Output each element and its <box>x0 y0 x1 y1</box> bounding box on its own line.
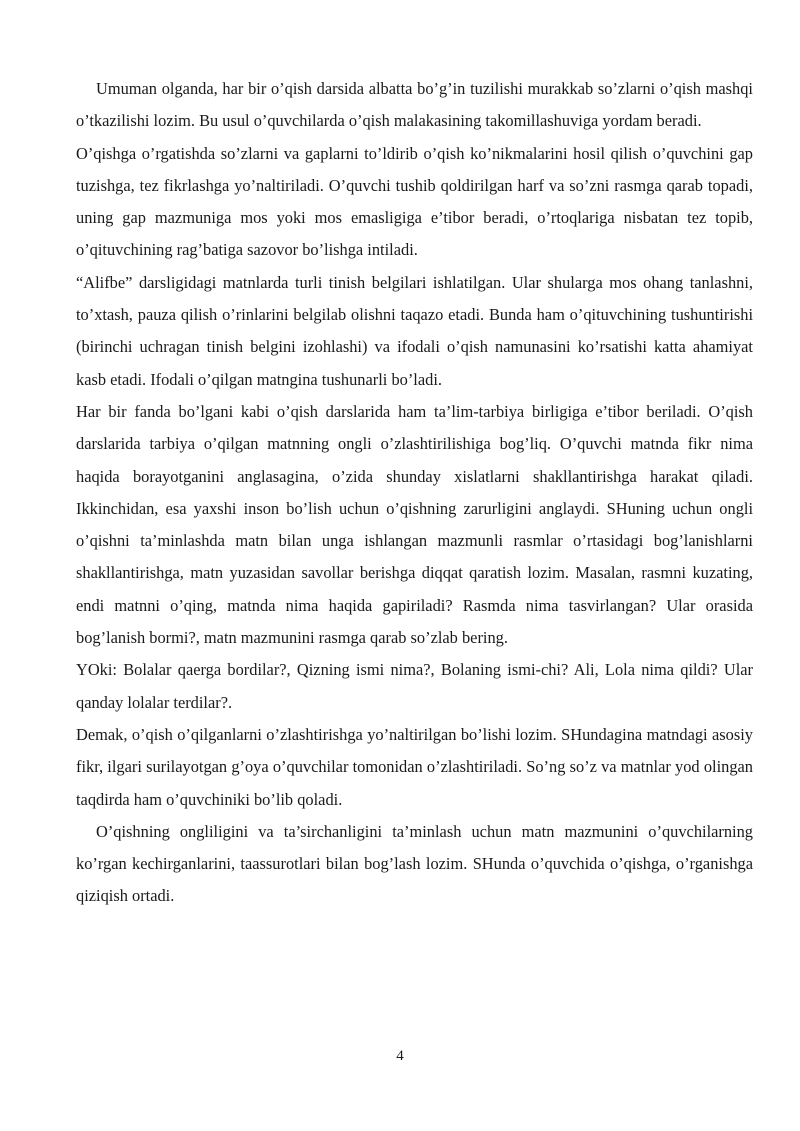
paragraph-interest: O’qishning ongliligini va ta’sirchanligini ta’minlash uchun matn mazmunini o’quvchilarning ko’rgan kechirganlarini, taassurotlari bilan bog’lash lozim. SHunda o’quvchida o’qishga, o’rganishga qiziqish ortadi. <box>76 821 753 906</box>
paragraph-fill-in-reading: O’qishga o’rgatishda so’zlarni va gaplarni to’ldirib o’qish ko’nikmalarini hosil qilish o’quvchini gap tuzishga, tez fikrlashga yo’naltiriladi. O’quvchi tushib qoldirilgan harf va so’zni rasmga qarab topadi, uning gap mazmuniga mos yoki mos emasligiga e’tibor beradi, o’rtoqlariga nisbatan tez topib, o’qituvchining rag’batiga sazovor bo’lishga intiladi. <box>76 143 753 260</box>
paragraph-conclusion: Demak, o’qish o’qilganlarni o’zlashtirishga yo’naltirilgan bo’lishi lozim. SHundagina matndagi asosiy fikr, ilgari surilayotgan g’oya o’quvchilar tomonidan o’zlashtiriladi. So’ng so’z va matnlar yod olingan taqdirda ham o’quvchiniki bo’lib qoladi. <box>76 724 753 809</box>
page-number: 4 <box>396 1048 404 1064</box>
document-page <box>76 73 753 913</box>
paragraph-education-unity: Har bir fanda bo’lgani kabi o’qish darslarida ham ta’lim-tarbiya birligiga e’tibor beriladi. O’qish darslarida tarbiya o’qilgan matnning ongli o’zlashtirilishiga bog’liq. O’quvchi matnda fikr nima haqida borayotganini anglasagina, o’zida shunday xislatlarni shakllantirishga harakat qiladi. Ikkinchidan, esa yaxshi inson bo’lish uchun o’qishning zarurligini anglaydi. SHuning uchun ongli o’qishni ta’minlashda matn bilan unga ishlangan mazmunli rasmlar o’rtasidagi bog’lanishlarni shakllantirishga, matn yuzasidan savollar berishga diqqat qaratish lozim. Masalan, rasmni kuzating, endi matnni o’qing, matnda nima haqida gapiriladi? Rasmda nima tasvirlangan? Ular orasida bog’lanish bormi?, matn mazmunini rasmga qarab so’zlab bering. <box>76 401 753 648</box>
paragraph-reading-exercise: Umuman olganda, har bir o’qish darsida albatta bo’g’in tuzilishi murakkab so’zlarni o’qish mashqi o’tkazilishi lozim. Bu usul o’quvchilarda o’qish malakasining takomillashuviga yordam beradi. <box>76 79 753 131</box>
paragraph-questions-example: YOki: Bolalar qaerga bordilar?, Qizning ismi nima?, Bolaning ismi-chi? Ali, Lola nima qildi? Ular qanday lolalar terdilar?. <box>76 660 753 712</box>
paragraph-punctuation: “Alifbe” darsligidagi matnlarda turli tinish belgilari ishlatilgan. Ular shularga mos ohang tanlashni, to’xtash, pauza qilish o’rinlarini belgilab olishni taqazo etadi. Bunda ham o’qituvchining tushuntirishi (birinchi uchragan tinish belgini izohlashi) va ifodali o’qish namunasini ko’rsatishi katta ahamiyat kasb etadi. Ifodali o’qilgan matngina tushunarli bo’ladi. <box>76 272 753 389</box>
